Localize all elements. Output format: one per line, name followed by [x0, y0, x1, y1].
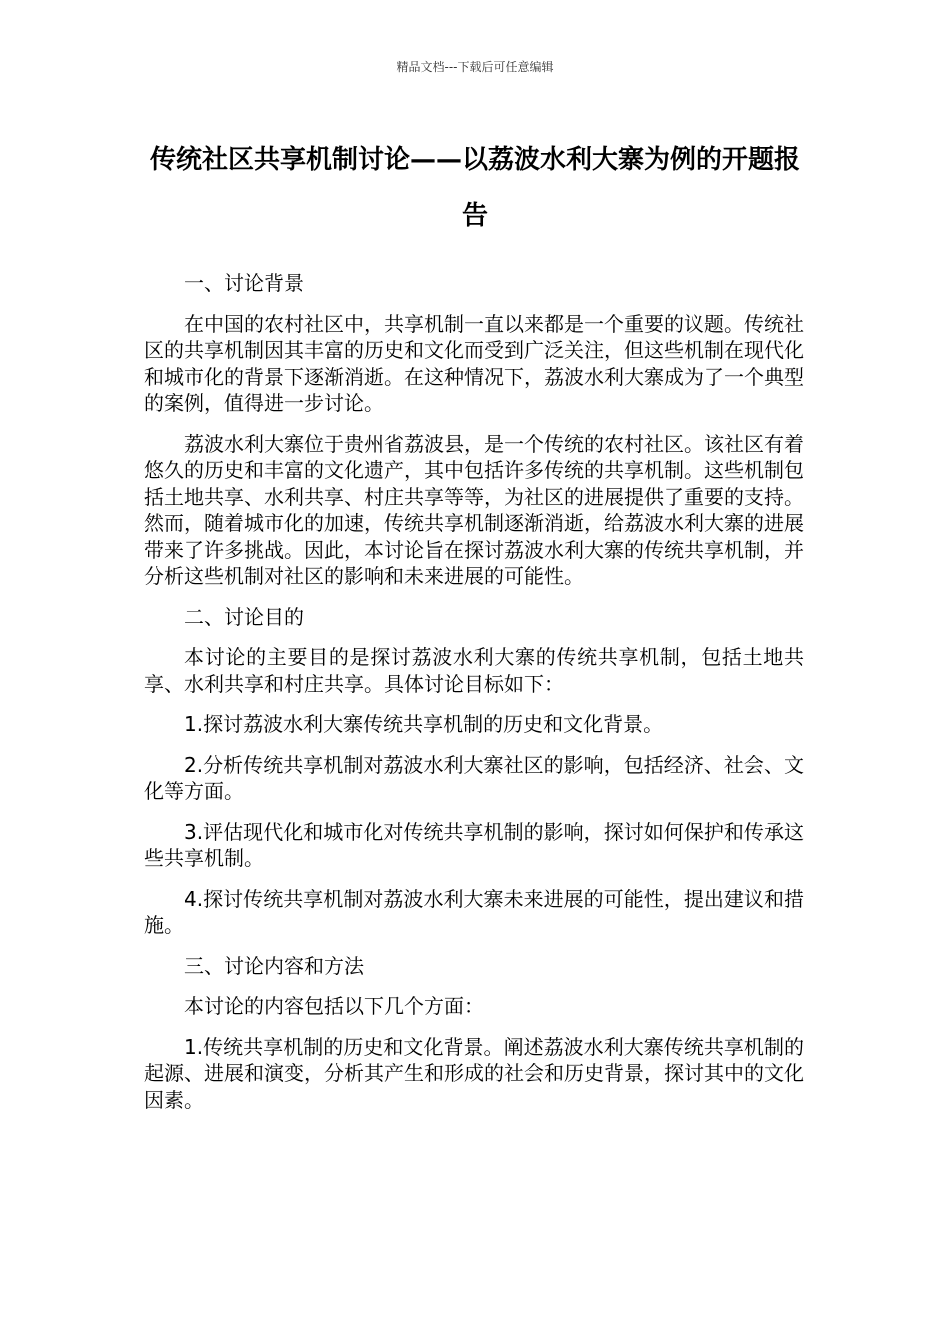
list-item: 3.评估现代化和城市化对传统共享机制的影响，探讨如何保护和传承这些共享机制。 — [144, 819, 804, 870]
document-title: 传统社区共享机制讨论——以荔波水利大寨为例的开题报告 — [149, 145, 800, 231]
paragraph: 荔波水利大寨位于贵州省荔波县，是一个传统的农村社区。该社区有着悠久的历史和丰富的文化遗产，其中包括许多传统的共享机制。这些机制包括土地共享、水利共享、村庄共享等等，为社区的进展提供了重要的支持。然而，随着城市化的加速，传统共享机制逐渐消逝，给荔波水利大寨的进展带来了许多挑战。因此，本讨论旨在探讨荔波水利大寨的传统共享机制，并分析这些机制对社区的影响和未来进展的可能性。 — [144, 431, 804, 588]
section-heading-content-method: 三、讨论内容和方法 — [184, 953, 364, 978]
paragraph: 本讨论的内容包括以下几个方面： — [184, 994, 484, 1018]
header-note: 精品文档---下载后可任意编辑 — [396, 60, 554, 74]
section-heading-background: 一、讨论背景 — [184, 271, 304, 295]
list-item: 1.传统共享机制的历史和文化背景。阐述荔波水利大寨传统共享机制的起源、进展和演变，分析其产生和形成的社会和历史背景，探讨其中的文化因素。 — [144, 1034, 804, 1112]
paragraph: 在中国的农村社区中，共享机制一直以来都是一个重要的议题。传统社区的共享机制因其丰富的历史和文化而受到广泛关注，但这些机制在现代化和城市化的背景下逐渐消逝。在这种情况下，荔波水利大寨成为了一个典型的案例，值得进一步讨论。 — [144, 311, 804, 415]
section-heading-purpose: 二、讨论目的 — [184, 604, 304, 629]
list-item: 2.分析传统共享机制对荔波水利大寨社区的影响，包括经济、社会、文化等方面。 — [144, 752, 804, 803]
document-body — [144, 270, 804, 1127]
list-item: 4.探讨传统共享机制对荔波水利大寨未来进展的可能性，提出建议和措施。 — [144, 886, 804, 937]
paragraph: 本讨论的主要目的是探讨荔波水利大寨的传统共享机制，包括土地共享、水利共享和村庄共享。具体讨论目标如下： — [144, 645, 804, 696]
list-item: 1.探讨荔波水利大寨传统共享机制的历史和文化背景。 — [184, 712, 664, 736]
